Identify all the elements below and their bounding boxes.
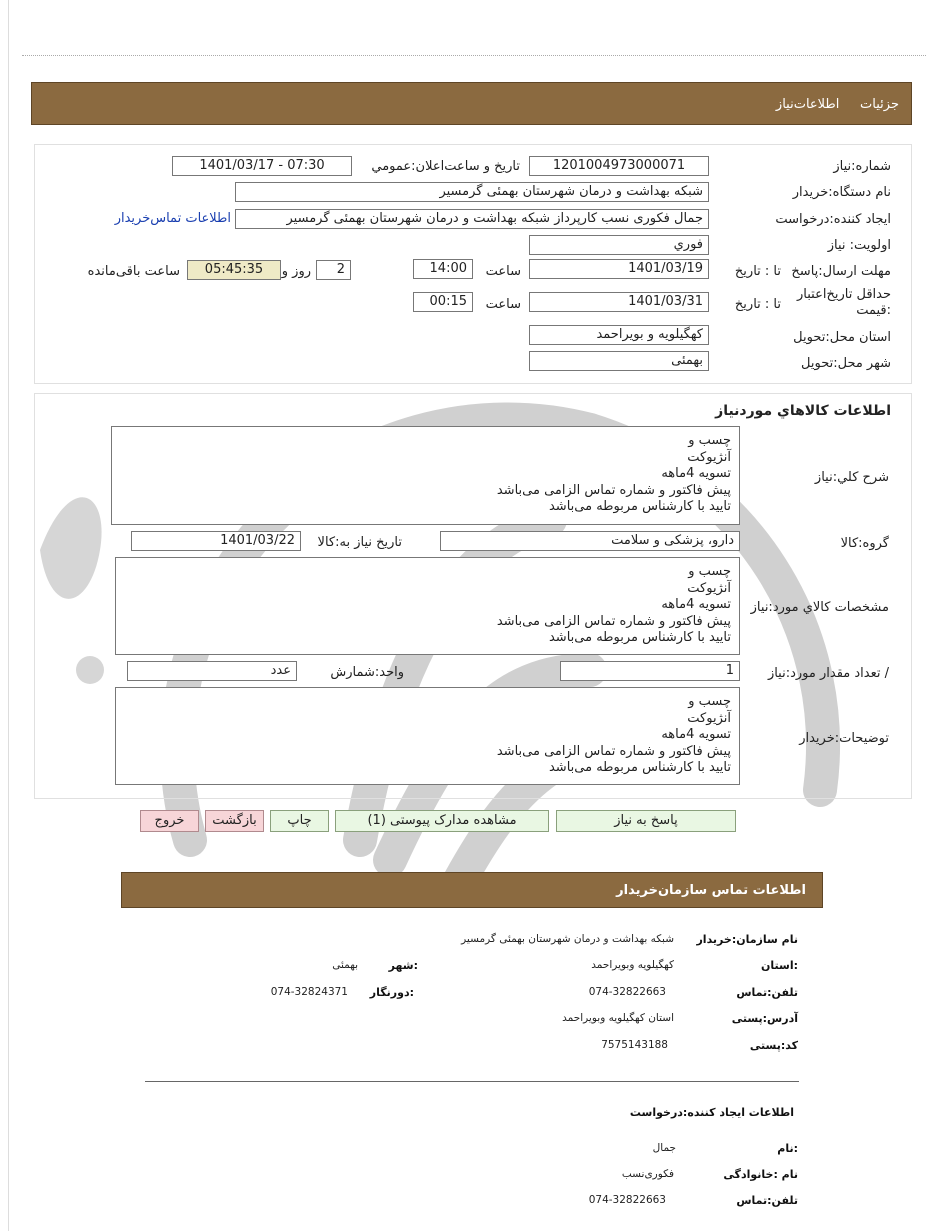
desc-line: تسویه 4ماهه bbox=[661, 466, 731, 481]
buyer-notes-label: توضیحات:خریدار bbox=[799, 731, 889, 746]
requester-phone-label: تلفن:تماس bbox=[736, 1194, 798, 1207]
org-address-label: آدرس:پستی bbox=[731, 1012, 798, 1025]
breadcrumb-need-info[interactable]: اطلاعات‌نیاز bbox=[775, 97, 840, 112]
buyer-notes-box bbox=[115, 687, 740, 785]
notes-line: تسویه 4ماهه bbox=[661, 727, 731, 742]
print-button[interactable]: چاپ bbox=[270, 810, 329, 832]
days-label: روز و bbox=[281, 264, 311, 279]
goods-group-label: گروه:کالا bbox=[840, 536, 889, 551]
priority-field: فوري bbox=[529, 235, 709, 255]
spec-line: چسب و bbox=[688, 564, 731, 579]
org-phone-label: تلفن:تماس bbox=[736, 986, 798, 999]
view-attachments-button[interactable]: مشاهده مدارک پیوستی (1) bbox=[335, 810, 549, 832]
spec-line: آنژیوکت bbox=[687, 580, 731, 596]
notes-line: پیش فاکتور و شماره تماس الزامی می‌باشد bbox=[496, 743, 731, 759]
org-phone-value: 074-32822663 bbox=[588, 986, 666, 998]
page-left-rule bbox=[8, 0, 9, 1231]
org-name-label: نام سازمان:خریدار bbox=[696, 933, 798, 946]
org-province-label: :استان bbox=[761, 959, 798, 972]
notes-line: آنژیوکت bbox=[687, 710, 731, 726]
days-remaining-field: 2 bbox=[316, 260, 351, 280]
validity-date-field: 1401/03/31 bbox=[529, 292, 709, 312]
deadline-label: مهلت ارسال:پاسخ bbox=[791, 264, 891, 279]
need-number-label: شماره:نیاز bbox=[833, 159, 891, 174]
breadcrumb-details[interactable]: جزئیات bbox=[860, 97, 899, 112]
org-address-value: استان کهگیلویه وبویراحمد bbox=[562, 1012, 674, 1024]
deadline-to-date-label: تا : تاریخ bbox=[734, 264, 781, 279]
org-contact-header bbox=[121, 872, 823, 908]
need-number-field: 1201004973000071 bbox=[529, 156, 709, 176]
requester-title: اطلاعات ایجاد کننده:درخواست bbox=[629, 1106, 794, 1119]
goods-spec-label: مشخصات کالاي مورد:نياز bbox=[750, 600, 889, 615]
org-name-value: شبکه بهداشت و درمان شهرستان بهمئی گرمسیر bbox=[461, 933, 674, 945]
buyer-org-field: شبکه بهداشت و درمان شهرستان بهمئی گرمسیر bbox=[235, 182, 709, 202]
deadline-date-field: 1401/03/19 bbox=[529, 259, 709, 279]
org-postal-value: 7575143188 bbox=[601, 1039, 668, 1051]
buyer-org-label: نام دستگاه:خریدار bbox=[792, 185, 891, 200]
spec-line: تسویه 4ماهه bbox=[661, 597, 731, 612]
requester-first-name-label: :نام bbox=[777, 1142, 798, 1155]
org-fax-value: 074-32824371 bbox=[270, 986, 348, 998]
unit-label: واحد:شمارش bbox=[330, 665, 404, 680]
quantity-field: 1 bbox=[560, 661, 740, 681]
need-date-field: 1401/03/22 bbox=[131, 531, 301, 551]
announce-date-label: تاریخ و ساعت‌اعلان:عمومي bbox=[371, 159, 520, 174]
buyer-contact-link[interactable]: اطلاعات تماس‌خریدار bbox=[114, 211, 231, 226]
delivery-province-label: استان محل:تحویل bbox=[793, 330, 891, 345]
goods-group-field: دارو، پزشکی و سلامت bbox=[440, 531, 740, 551]
unit-field: عدد bbox=[127, 661, 297, 681]
org-city-label: :شهر bbox=[388, 959, 418, 972]
general-desc-box bbox=[111, 426, 740, 525]
delivery-city-label: شهر محل:تحویل bbox=[801, 356, 891, 371]
section-divider bbox=[145, 1081, 799, 1082]
goods-section-title: اطلاعات کالاهاي موردنياز bbox=[715, 403, 891, 419]
deadline-time-label: ساعت bbox=[485, 264, 521, 279]
org-postal-label: کد:پستی bbox=[749, 1039, 798, 1052]
reply-button[interactable]: پاسخ به نیاز bbox=[556, 810, 736, 832]
details-header-bar bbox=[31, 82, 912, 125]
notes-line: تایید با کارشناس مربوطه می‌باشد bbox=[548, 760, 731, 775]
spec-line: پیش فاکتور و شماره تماس الزامی می‌باشد bbox=[496, 613, 731, 629]
delivery-province-field: کهگیلویه و بویراحمد bbox=[529, 325, 709, 345]
requester-last-name-label: نام :خانوادگی bbox=[723, 1168, 798, 1181]
validity-time-field: 00:15 bbox=[413, 292, 473, 312]
top-divider bbox=[22, 55, 926, 56]
desc-line: چسب و bbox=[688, 433, 731, 448]
time-remaining-field: 05:45:35 bbox=[187, 260, 281, 280]
need-date-label: تاریخ نیاز به:کالا bbox=[317, 535, 402, 550]
announce-date-field: 1401/03/17 - 07:30 bbox=[172, 156, 352, 176]
org-city-value: بهمئی bbox=[332, 959, 358, 971]
quantity-label: / تعداد مقدار مورد:نیاز bbox=[767, 666, 889, 681]
breadcrumb bbox=[776, 97, 899, 112]
requester-phone-value: 074-32822663 bbox=[588, 1194, 666, 1206]
org-fax-label: :دورنگار bbox=[369, 986, 414, 999]
notes-line: چسب و bbox=[688, 694, 731, 709]
delivery-city-field: بهمئی bbox=[529, 351, 709, 371]
deadline-time-field: 14:00 bbox=[413, 259, 473, 279]
spec-line: تایید با کارشناس مربوطه می‌باشد bbox=[548, 630, 731, 645]
validity-to-date-label: تا : تاریخ bbox=[734, 297, 781, 312]
desc-line: پیش فاکتور و شماره تماس الزامی می‌باشد bbox=[496, 482, 731, 498]
org-contact-title: اطلاعات تماس سازمان‌خریدار bbox=[616, 883, 806, 898]
requester-last-name-value: فکوری‌نسب bbox=[621, 1168, 674, 1180]
price-validity-label: حداقل تاریخ‌اعتبار :قیمت bbox=[797, 287, 891, 318]
priority-label: اولویت: نیاز bbox=[827, 238, 891, 253]
goods-spec-box bbox=[115, 557, 740, 655]
general-desc-label: شرح کلي:نياز bbox=[814, 470, 889, 485]
creator-label: ایجاد کننده:درخواست bbox=[775, 212, 891, 227]
org-province-value: کهگیلویه وبویراحمد bbox=[591, 959, 674, 971]
creator-field: جمال فکوری نسب کارپرداز شبکه بهداشت و درمان شهرستان بهمئی گرمسیر bbox=[235, 209, 709, 229]
back-button[interactable]: بازگشت bbox=[205, 810, 264, 832]
desc-line: تایید با کارشناس مربوطه می‌باشد bbox=[548, 499, 731, 514]
validity-time-label: ساعت bbox=[485, 297, 521, 312]
time-remaining-label: ساعت باقی‌مانده bbox=[87, 264, 180, 279]
exit-button[interactable]: خروج bbox=[140, 810, 199, 832]
desc-line: آنژیوکت bbox=[687, 449, 731, 465]
requester-first-name-value: جمال bbox=[652, 1142, 676, 1154]
